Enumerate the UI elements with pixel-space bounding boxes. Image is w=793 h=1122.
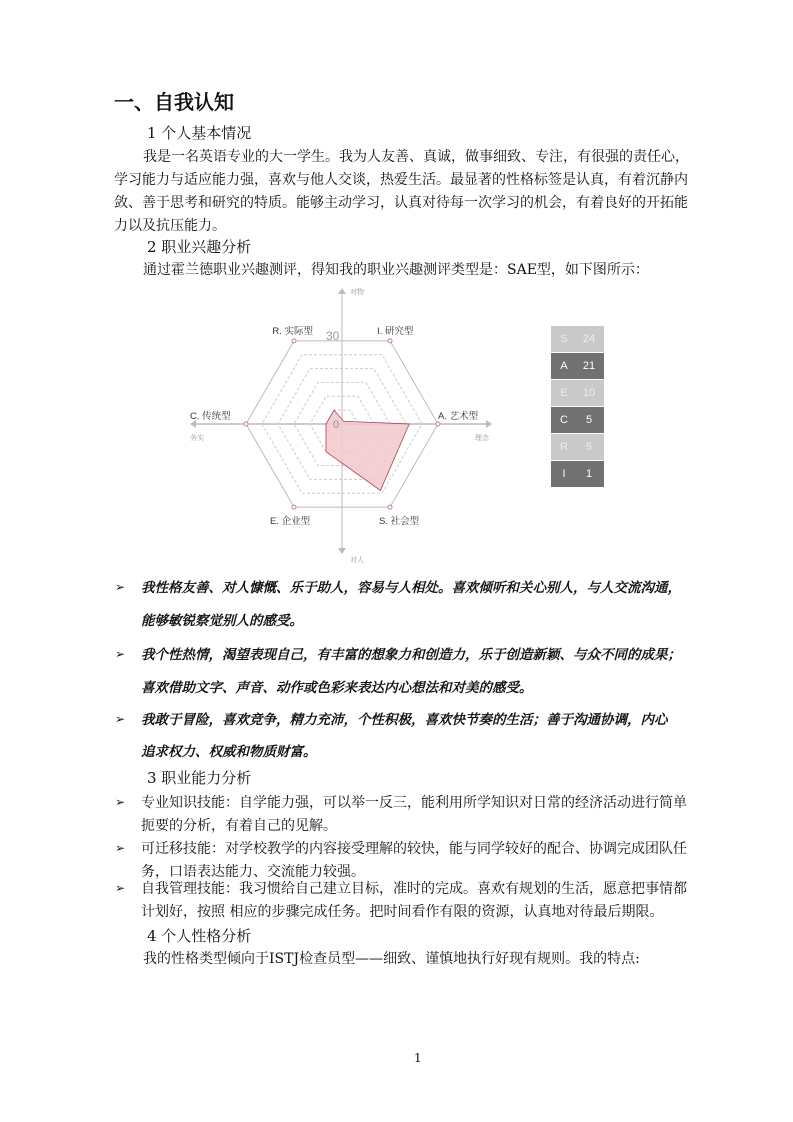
ability-bullet-line: 扼要的分析，有着自己的见解。 <box>141 818 337 834</box>
score-type: S <box>560 332 568 345</box>
score-value: 5 <box>585 413 593 426</box>
radar-vertex-marker <box>388 339 392 343</box>
heading-personality: 4 个人性格分析 <box>147 927 252 945</box>
para-line: 敛、善于思考和研究的特质。能够主动学习，认真对待每一次学习的机会，有着良好的开拓能 <box>114 195 688 211</box>
bullet-arrow-icon: ➢ <box>115 795 126 809</box>
score-value: 1 <box>585 467 593 480</box>
score-value: 10 <box>582 386 596 399</box>
axis-arrow-right-icon <box>486 420 492 428</box>
interest-intro: 通过霍兰德职业兴趣测评，得知我的职业兴趣测评类型是：SAE型，如下图所示： <box>143 262 649 278</box>
personality-line: 我的性格类型倾向于ISTJ检查员型——细致、谨慎地执行好现有规则。我的特点: <box>143 951 640 967</box>
score-value: 5 <box>585 440 593 453</box>
radar-vertex-marker <box>388 505 392 509</box>
score-type: R <box>560 440 568 453</box>
radar-axis-label: S. 社会型 <box>379 516 420 527</box>
score-value: 21 <box>582 359 596 372</box>
para-line: 学习能力与适应能力强，喜欢与他人交谈，热爱生活。最显著的性格标签是认真，有着沉静内 <box>114 172 688 188</box>
bullet-arrow-icon: ➢ <box>115 881 126 895</box>
bullet-arrow-icon: ➢ <box>115 712 126 726</box>
heading-ability: 3 职业能力分析 <box>147 769 252 787</box>
interest-bullet-line: 我性格友善、对人慷慨、乐于助人，容易与人相处。喜欢倾听和关心别人，与人交流沟通， <box>141 580 681 596</box>
section-title: 一、自我认知 <box>114 90 234 114</box>
holland-radar-chart <box>180 280 610 570</box>
para-line: 力以及抗压能力。 <box>114 218 226 234</box>
score-row <box>551 326 604 352</box>
dimension-label-top: 对物 <box>350 288 364 296</box>
axis-arrow-up-icon <box>338 288 346 294</box>
score-type: A <box>560 359 568 372</box>
score-type: E <box>560 386 568 399</box>
interest-bullet-line: 我敢于冒险，喜欢竞争，精力充沛，个性积极，喜欢快节奏的生活；善于沟通协调，内心 <box>141 712 668 728</box>
score-row <box>551 407 604 433</box>
score-row <box>551 434 604 460</box>
interest-bullet-line: 喜欢借助文字、声音、动作或色彩来表达内心想法和对美的感受。 <box>141 680 533 696</box>
score-value: 24 <box>582 332 596 345</box>
ability-bullet-line: 自我管理技能：我习惯给自己建立目标，准时的完成。喜欢有规划的生活，愿意把事情都 <box>141 881 687 897</box>
ability-bullet-line: 可迁移技能：对学校教学的内容接受理解的较快，能与同学较好的配合、协调完成团队任 <box>141 841 687 857</box>
score-row <box>551 461 604 487</box>
radar-vertex-marker <box>244 422 248 426</box>
radar-axis-label: R. 实际型 <box>272 326 313 337</box>
score-type: I <box>562 467 566 480</box>
interest-bullet-line: 我个性热情，渴望表现自己，有丰富的想象力和创造力，乐于创造新颖、与众不同的成果； <box>141 647 681 663</box>
para-line: 我是一名英语专业的大一学生。我为人友善、真诚，做事细致、专注，有很强的责任心， <box>143 149 689 165</box>
dimension-label-bottom: 对人 <box>350 556 364 564</box>
page-number: 1 <box>414 1051 422 1065</box>
bullet-arrow-icon: ➢ <box>115 647 126 661</box>
ability-bullet-line: 务，口语表达能力、交流能力较强。 <box>141 864 365 880</box>
interest-bullet-line: 追求权力、权威和物质财富。 <box>141 744 317 760</box>
score-type: C <box>560 413 568 426</box>
dimension-label-left: 务实 <box>190 434 204 442</box>
heading-interest: 2 职业兴趣分析 <box>147 238 252 256</box>
radar-axis-label: C. 传统型 <box>190 411 231 422</box>
score-row <box>551 353 604 379</box>
bullet-arrow-icon: ➢ <box>115 580 126 594</box>
ability-bullet-line: 计划好，按照 相应的步骤完成任务。把时间看作有限的资源，认真地对待最后期限。 <box>141 904 664 920</box>
tick-label-min: 0 <box>333 419 340 431</box>
bullet-arrow-icon: ➢ <box>115 841 126 855</box>
axis-arrow-down-icon <box>338 548 346 554</box>
radar-axis-label: I. 研究型 <box>377 326 414 337</box>
heading-basic-info: 1 个人基本情况 <box>147 124 252 142</box>
interest-bullet-line: 能够敏锐察觉别人的感受。 <box>141 613 303 629</box>
radar-vertex-marker <box>292 339 296 343</box>
radar-axis-label: A. 艺术型 <box>438 411 479 422</box>
dimension-label-right: 理念 <box>475 434 489 442</box>
radar-vertex-marker <box>436 422 440 426</box>
score-row <box>551 380 604 406</box>
tick-label-max: 30 <box>326 329 340 343</box>
radar-vertex-marker <box>292 505 296 509</box>
score-table <box>551 326 604 488</box>
ability-bullet-line: 专业知识技能：自学能力强，可以举一反三，能利用所学知识对日常的经济活动进行简单 <box>141 795 687 811</box>
radar-axis-label: E. 企业型 <box>270 516 311 527</box>
